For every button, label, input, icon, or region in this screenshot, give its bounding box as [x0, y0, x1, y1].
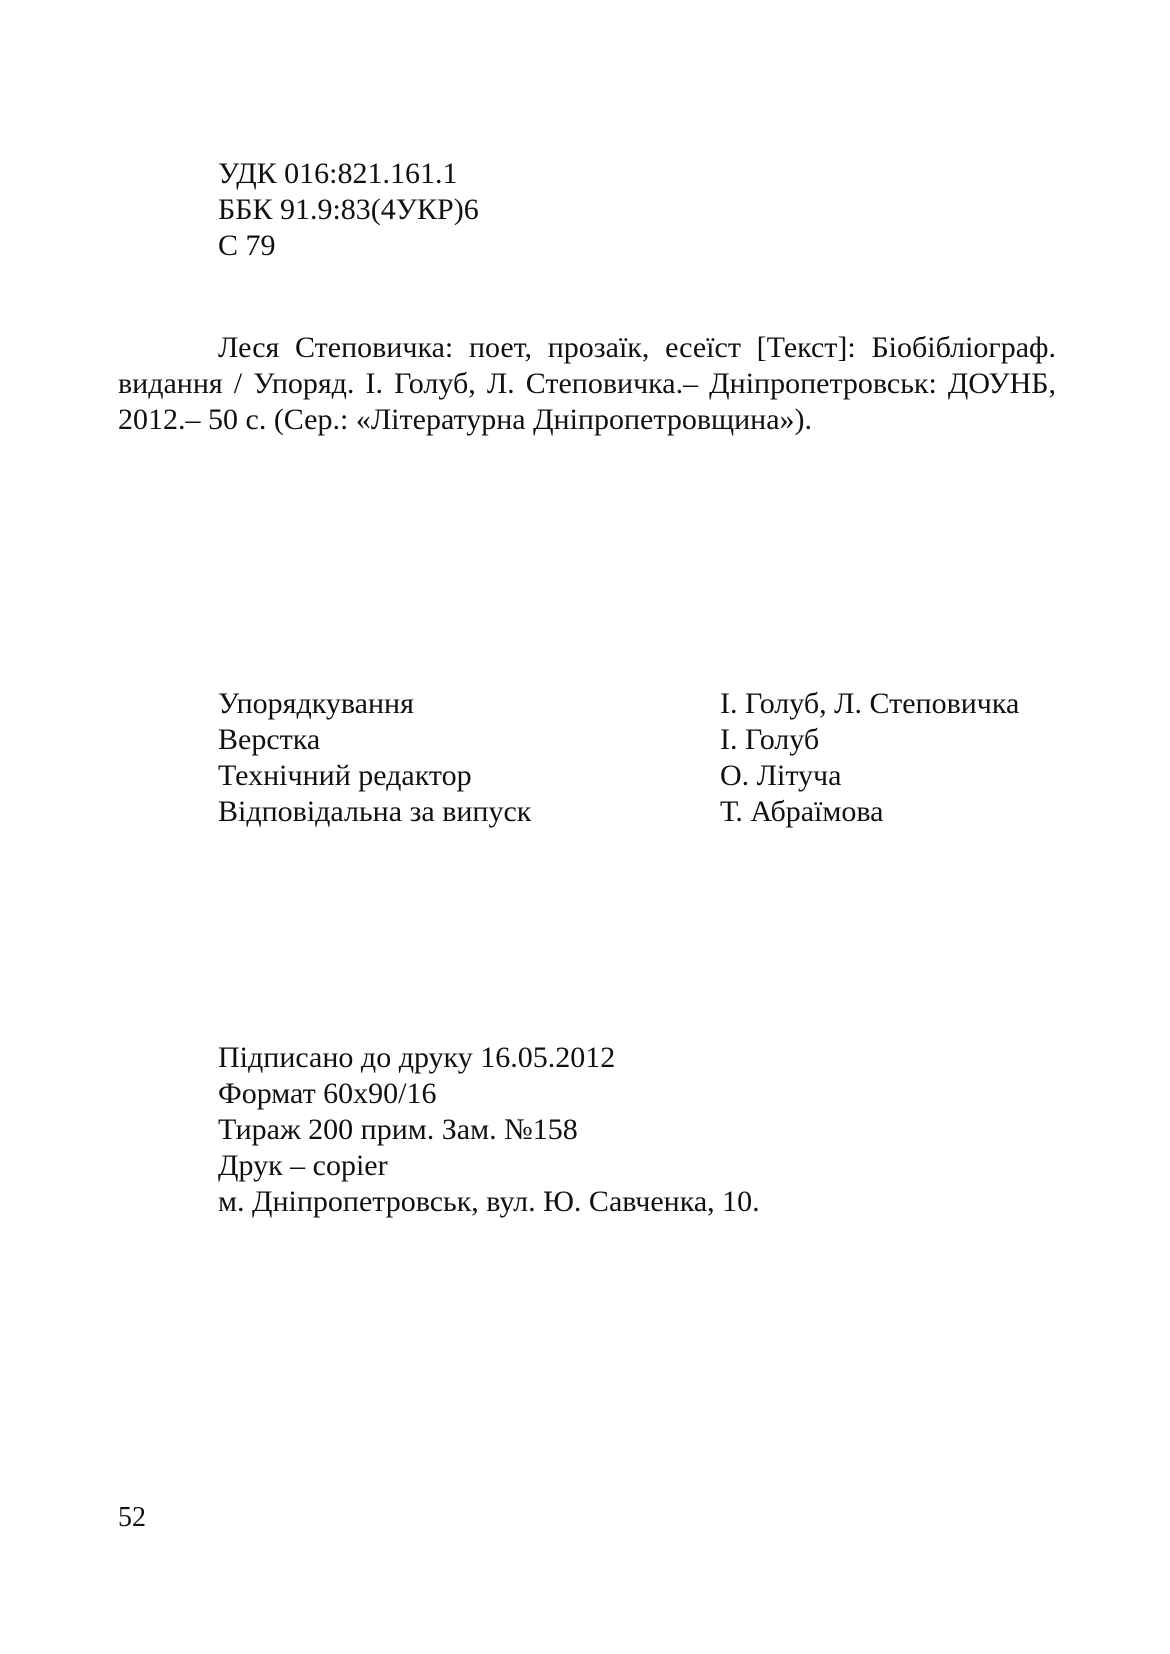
description-line: видання / Упоряд. І. Голуб, Л. Степовичка.– Дніпропетровськ: ДОУНБ, [118, 367, 1056, 400]
credit-role: Упорядкування [218, 687, 414, 720]
credit-name: І. Голуб [720, 723, 820, 756]
address-line: м. Дніпропетровськ, вул. Ю. Савченка, 10. [218, 1185, 760, 1218]
print-method: Друк – copier [218, 1149, 388, 1182]
description-line: 2012.– 50 с. (Сер.: «Літературна Дніпропетровщина»). [118, 403, 812, 436]
credit-role: Верстка [218, 723, 321, 756]
imprint-block [218, 1040, 760, 1220]
credit-role: Технічний редактор [218, 759, 472, 792]
credit-row [218, 758, 1058, 794]
udc-code: УДК 016:821.161.1 [218, 157, 458, 190]
credit-name: О. Літуча [720, 759, 842, 792]
author-mark: С 79 [218, 229, 276, 262]
credit-row [218, 794, 1058, 830]
page-number: 52 [118, 1502, 146, 1533]
credit-row [218, 722, 1058, 758]
credit-row [218, 686, 1058, 722]
signed-to-print: Підписано до друку 16.05.2012 [218, 1041, 616, 1074]
bibliographic-description [118, 330, 1056, 438]
credit-name: І. Голуб, Л. Степовичка [720, 687, 1020, 720]
bbk-code: ББК 91.9:83(4УКР)6 [218, 193, 479, 226]
credit-role: Відповідальна за випуск [218, 795, 532, 828]
description-line: Леся Степовичка: поет, прозаїк, есеїст [Текст]: Біобібліограф. [218, 331, 1056, 364]
credits-list [218, 686, 1058, 830]
classification-block [218, 156, 479, 264]
credit-name: Т. Абраїмова [720, 795, 884, 828]
circulation-line: Тираж 200 прим. Зам. №158 [218, 1113, 578, 1146]
format-line: Формат 60х90/16 [218, 1077, 437, 1110]
